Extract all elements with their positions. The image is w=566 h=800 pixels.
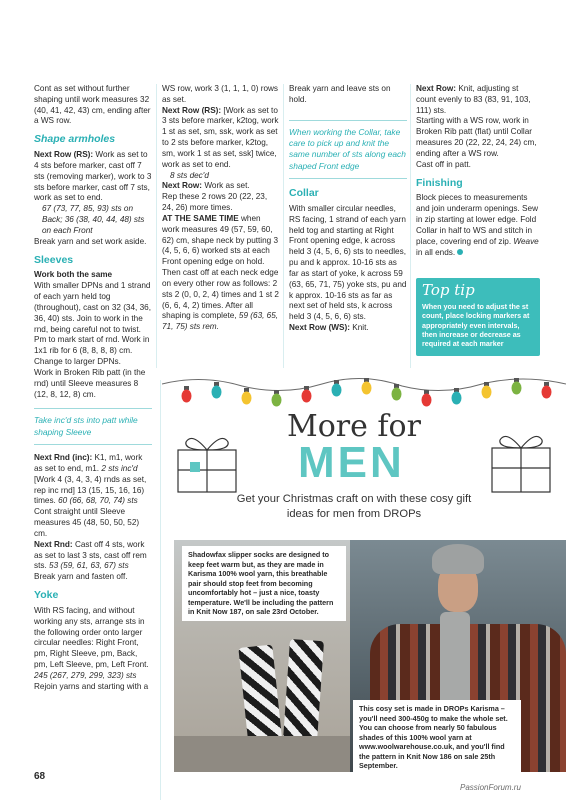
paragraph: Break yarn and fasten off. [34,572,128,582]
paragraph: With RS facing, and without working any sts, arrange sts in the following order onto larger circular needles: Right Front, pm, Right Sleeve, pm, Back, pm, Left Sleeve, pm, Left Front. [34,605,149,670]
column-divider [156,84,157,368]
page-number: 68 [34,771,46,782]
collar-heading: Collar [289,187,319,200]
paragraph: Cont straight until Sleeve measures 45 (48, 50, 50, 52) cm. [34,507,140,538]
paragraph: Break yarn and set work aside. [34,236,147,246]
row-text: Work as set to 4 sts before marker, cast off 7 sts (removing marker), work to 3 sts before marker, cast off 7 sts, work as set to end. [34,150,152,203]
row-text: in all ends. [416,247,456,257]
socks-caption: Shadowfax slipper socks are designed to keep feet warm but, as they are made in Karisma 100% wool yarn, this breathable pair should stop feet from becoming uncomfortably hot – just a nice, toasty temperature. We'll be including the pattern in Knit Now 187, on sale 23rd October. [182,546,346,621]
paragraph: Cast off in patt. [416,159,471,169]
stitch-count: 245 (267, 279, 299, 323) sts [34,670,137,680]
top-tip-body: When you need to adjust the st count, place locking markers at appropriately even intervals, then increase or decrease as required at each marker [422,302,530,349]
paragraph [34,540,152,572]
row-label: Next Row: [162,181,203,191]
rock-ground [174,736,374,772]
stitch-count: 8 sts dec'd [170,170,209,180]
row-text: Work as set. [204,181,250,191]
stitch-count: 53 (59, 61, 63, 67) sts [49,561,129,571]
row-text: when work measures 49 (57, 59, 60, 62) cm, shape neck by putting 3 (4, 5, 6, 6) worked sts at each Front opening edge on hold. Then cast off at each neck edge on every other row as follows: 2 sts 2 (0, 0, 2, 4) times and 1 st 2 (6, 6, 4, 2) times. After all shaping is complete, [162,213,279,321]
paragraph: Starting with a WS row, work in Broken Rib patt (flat) until Collar measures 20 (22, 22, 24, 24) cm, ending after a WS row. [416,116,537,158]
row-text: [Work as set to 3 sts before marker, k2tog, work 1 st as set, sm, ssk, work as set to 2 sts before marker, k2tog, sm, work 1 st as set, ssk] twice, work as set to end. [162,105,279,169]
row-text: Knit, adjusting st count evenly to 83 (83, 91, 103, 111) sts. [416,84,531,115]
row-text: Block pieces to measurements and join underarm openings. Sew in zip starting at lower edge. Fold Collar in half to WS and stitch in place, covering end of zip. [416,193,538,246]
yoke-heading: Yoke [34,589,59,602]
column-divider [283,84,284,368]
feature-title-men: MEN [298,438,405,487]
paragraph [416,84,540,116]
paragraph [34,453,152,475]
finishing-heading: Finishing [416,176,463,189]
bulb-icon [512,378,522,395]
stitch-count: 60 (66, 68, 70, 74) sts [58,496,138,506]
paragraph: With smaller circular needles, RS facing, 1 strand of each yarn held tog and starting at Right Front opening edge, k across held 3 (4, 5, 6, 6) sts to needles, pu and k approx. 10-16 sts as far as start of yoke, k across 59 (63, 65, 71, 75) yoke sts, pu and k approx. 10-16 sts as far as next set of held sts, k across held 3 (4, 5, 6, 6) sts. [289,203,407,322]
top-tip-title: Top tip [422,281,475,299]
top-tip-box [416,278,540,356]
column-1 [34,84,152,693]
stitch-count: 59 (63, 65, 71, 75) sts rem. [162,311,279,332]
paragraph: WS row, work 3 (1, 1, 1, 0) rows as set. [162,84,279,104]
column-divider [410,84,411,368]
paragraph [162,106,280,171]
end-mark-icon [457,249,463,255]
bulb-icon [392,384,402,401]
bulb-icon [542,382,552,399]
paragraph: Work in Broken Rib patt (in the rnd) until Sleeve measures 8 (12, 8, 12, 8) cm. [34,367,146,399]
stitch-count: 67 (73, 77, 85, 93) sts on Back; 36 (38, 40, 44, 48) sts on each Front [42,204,145,235]
paragraph [162,214,280,333]
column-2 [162,84,280,333]
watermark: PassionForum.ru [460,783,521,792]
stitch-count: 2 sts inc'd [101,463,138,473]
feature-title-more: More for [287,409,421,444]
sleeves-heading: Sleeves [34,253,74,266]
column-3 [289,84,407,334]
bulb-icon [212,382,222,399]
emphasis: AT THE SAME TIME [162,213,239,223]
set-caption: This cosy set is made in DROPs Karisma – you'll need 300-450g to make the whole set. You can choose from nearly 50 fabulous shades of this 100% wool yarn at www.woolwarehouse.co.uk, and you'll find the pattern in Knit Now 186 on sale 25th September. [353,700,521,775]
paragraph: Rep these 2 rows 20 (22, 23, 24, 26) more times. [162,192,268,213]
paragraph: Break yarn and leave sts on hold. [289,84,391,104]
row-text: Cast off 4 sts, work as set to last 3 sts, cast off rem sts. [34,539,147,571]
paragraph: With smaller DPNs and 1 strand of each yarn held tog (throughout), cast on 32 (34, 36, 36, 40) sts. Join to work in the rnd, being careful not to twist. Pm to mark start of rnd. Work in 1x1 rib for 6 (8, 8, 8, 8) cm. [34,281,151,356]
bulb-icon [182,386,192,403]
row-label: Next Rnd: [34,539,73,549]
column-divider [160,380,161,800]
row-text: Knit. [352,323,369,332]
bulb-icon [332,380,342,397]
man-hat [432,544,484,574]
feature-subtitle: Get your Christmas craft on with these cosy gift ideas for men from DROPs [236,493,472,520]
row-label: Next Row: [416,84,457,93]
bulb-icon [272,390,282,407]
column-4 [416,84,540,258]
bulb-icon [422,390,432,407]
bulb-icon [482,382,492,399]
tip-note: Take inc'd sts into patt while shaping Sleeve [34,408,152,445]
gift-box-icon [178,438,236,492]
paragraph: Cont as set without further shaping until work measures 32 (40, 41, 42, 43) cm, ending after a WS row. [34,84,151,126]
row-label: Next Row (RS): [162,105,222,115]
row-label: Next Rnd (inc): [34,453,93,463]
bulb-icon [362,378,372,395]
paragraph [34,150,152,204]
paragraph: Rejoin yarns and starting with a [34,681,149,691]
row-label: Next Row (RS): [34,150,94,160]
shape-armholes-heading: Shape armholes [34,133,116,146]
row-text: K1, m1, work as set to end, m1. [34,453,143,473]
tip-note: When working the Collar, take care to pick up and knit the same number of sts along each shaped Front edge [289,120,407,179]
subheading: Work both the same [34,270,113,280]
gift-box-icon [492,436,550,492]
emphasis: Weave [513,236,539,246]
bulb-icon [242,388,252,405]
row-label: Next Row (WS): [289,323,350,332]
paragraph [289,323,407,334]
paragraph [416,193,540,258]
paragraph [162,181,280,192]
paragraph [34,475,152,507]
row-text: [Work 4 (3, 4, 3, 4) rnds as set, rep inc rnd] 13 (15, 15, 16, 16) times. [34,474,147,506]
paragraph: Change to larger DPNs. [34,357,121,367]
bulb-icon [452,388,462,405]
